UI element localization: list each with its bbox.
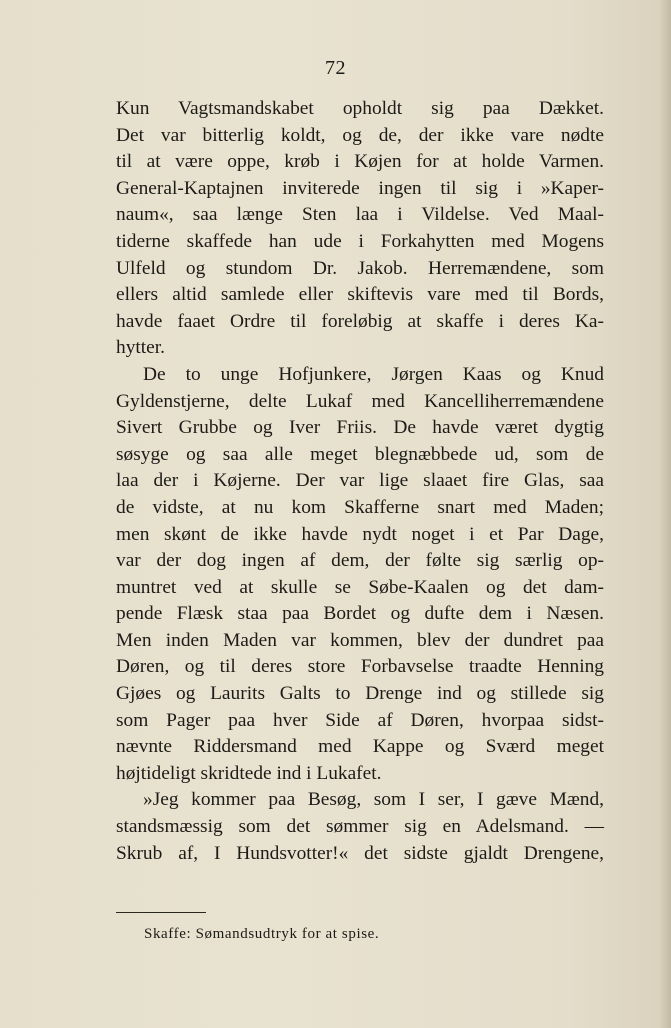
text-line: Skrub af, I Hundsvotter!« det sidste gjaldt Drengene, <box>116 842 604 864</box>
text-line: var der dog ingen af dem, der følte sig særlig op- <box>116 550 604 572</box>
footnote: Skaffe: Sømandsudtryk for at spise. <box>144 926 380 942</box>
text-line: ellers altid samlede eller skiftevis vare med til Bords, <box>116 284 604 306</box>
text-line: men skønt de ikke havde nydt noget i et Par Dage, <box>116 523 604 545</box>
page-edge-shadow <box>659 0 671 1028</box>
text-line: De to unge Hofjunkere, Jørgen Kaas og Knud <box>143 363 604 385</box>
text-line: Det var bitterlig koldt, og de, der ikke vare nødte <box>116 124 604 146</box>
footnote-rule <box>116 912 206 913</box>
text-line: Ulfeld og stundom Dr. Jakob. Herremændene, som <box>116 257 604 279</box>
body-text <box>116 96 604 867</box>
text-line: Sivert Grubbe og Iver Friis. De havde været dygtig <box>116 417 604 439</box>
text-line: Men inden Maden var kommen, blev der dundret paa <box>116 629 604 651</box>
text-line: de vidste, at nu kom Skafferne snart med Maden; <box>116 496 604 518</box>
text-line: General-Kaptajnen inviterede ingen til sig i »Kaper- <box>116 177 604 199</box>
text-line: havde faaet Ordre til foreløbig at skaffe i deres Ka- <box>116 310 604 332</box>
text-line: højtideligt skridtede ind i Lukafet. <box>116 762 382 784</box>
text-line: hytter. <box>116 337 166 359</box>
page-number: 72 <box>325 57 346 79</box>
text-line: »Jeg kommer paa Besøg, som I ser, I gæve Mænd, <box>143 789 604 811</box>
text-line: Gyldenstjerne, delte Lukaf med Kancelliherremændene <box>116 390 604 412</box>
text-line: laa der i Køjerne. Der var lige slaaet fire Glas, saa <box>116 470 604 492</box>
text-line: naum«, saa længe Sten laa i Vildelse. Ved Maal- <box>116 204 604 226</box>
text-line: pende Flæsk staa paa Bordet og dufte dem i Næsen. <box>116 603 604 625</box>
text-line: Gjøes og Laurits Galts to Drenge ind og stillede sig <box>116 683 604 705</box>
text-line: Kun Vagtsmandskabet opholdt sig paa Dækket. <box>116 98 604 119</box>
text-line: standsmæssig som det sømmer sig en Adelsmand. — <box>116 816 604 838</box>
text-line: nævnte Riddersmand med Kappe og Sværd meget <box>116 736 604 758</box>
text-line: tiderne skaffede han ude i Forkahytten med Mogens <box>116 230 604 252</box>
text-line: som Pager paa hver Side af Døren, hvorpaa sidst- <box>116 709 604 731</box>
text-line: muntret ved at skulle se Søbe-Kaalen og det dam- <box>116 576 604 598</box>
text-line: til at være oppe, krøb i Køjen for at holde Varmen. <box>116 151 604 173</box>
text-line: Døren, og til deres store Forbavselse traadte Henning <box>116 656 604 678</box>
text-line: søsyge og saa alle meget blegnæbbede ud, som de <box>116 443 604 465</box>
